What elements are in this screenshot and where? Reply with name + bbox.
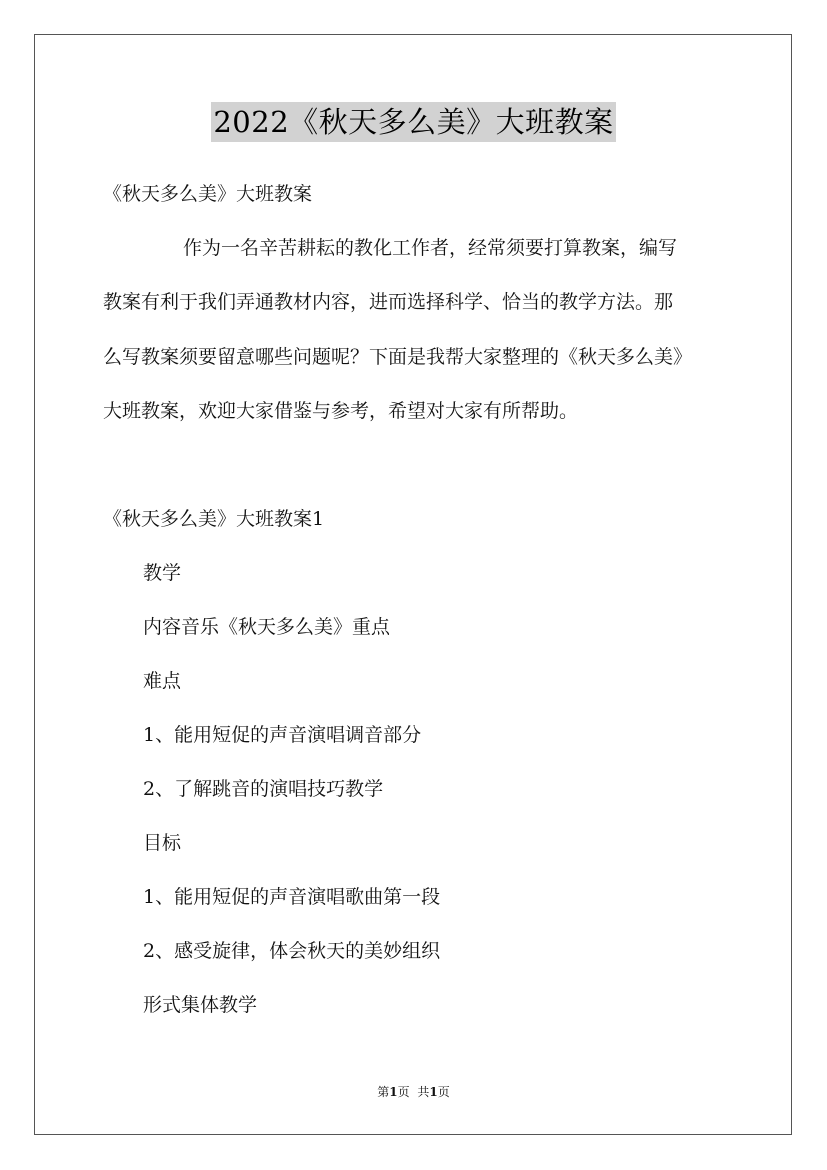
body-line: 教学 bbox=[143, 562, 182, 584]
page-footer bbox=[0, 1084, 827, 1100]
title-container bbox=[0, 102, 827, 142]
footer-page-prefix: 第 bbox=[377, 1085, 390, 1099]
intro-line-4: 大班教案，欢迎大家借鉴与参考，希望对大家有所帮助。 bbox=[103, 400, 579, 422]
body-line: 2、感受旋律，体会秋天的美妙组织 bbox=[143, 940, 441, 962]
body-line: 1、能用短促的声音演唱调音部分 bbox=[143, 724, 422, 746]
document-subtitle: 《秋天多么美》大班教案 bbox=[103, 183, 313, 205]
footer-total-prefix: 共 bbox=[417, 1085, 430, 1099]
body-line: 1、能用短促的声音演唱歌曲第一段 bbox=[143, 886, 441, 908]
body-line: 目标 bbox=[143, 832, 182, 854]
body-line: 难点 bbox=[143, 670, 182, 692]
footer-page-unit: 页 bbox=[397, 1085, 410, 1099]
footer-page-total: 1 bbox=[429, 1085, 438, 1099]
intro-line-3: 么写教案须要留意哪些问题呢？下面是我帮大家整理的《秋天多么美》 bbox=[103, 346, 693, 368]
body-line: 内容音乐《秋天多么美》重点 bbox=[143, 616, 391, 638]
footer-total-unit: 页 bbox=[437, 1085, 450, 1099]
body-line: 形式集体教学 bbox=[143, 994, 258, 1016]
intro-line-2: 教案有利于我们弄通教材内容，进而选择科学、恰当的教学方法。那 bbox=[103, 291, 674, 313]
intro-line-1: 作为一名辛苦耕耘的教化工作者，经常须要打算教案，编写 bbox=[183, 237, 678, 259]
document-title: 2022《秋天多么美》大班教案 bbox=[211, 102, 615, 142]
footer-page-current: 1 bbox=[389, 1085, 398, 1099]
body-line: 2、了解跳音的演唱技巧教学 bbox=[143, 778, 384, 800]
section-heading: 《秋天多么美》大班教案1 bbox=[103, 508, 325, 530]
